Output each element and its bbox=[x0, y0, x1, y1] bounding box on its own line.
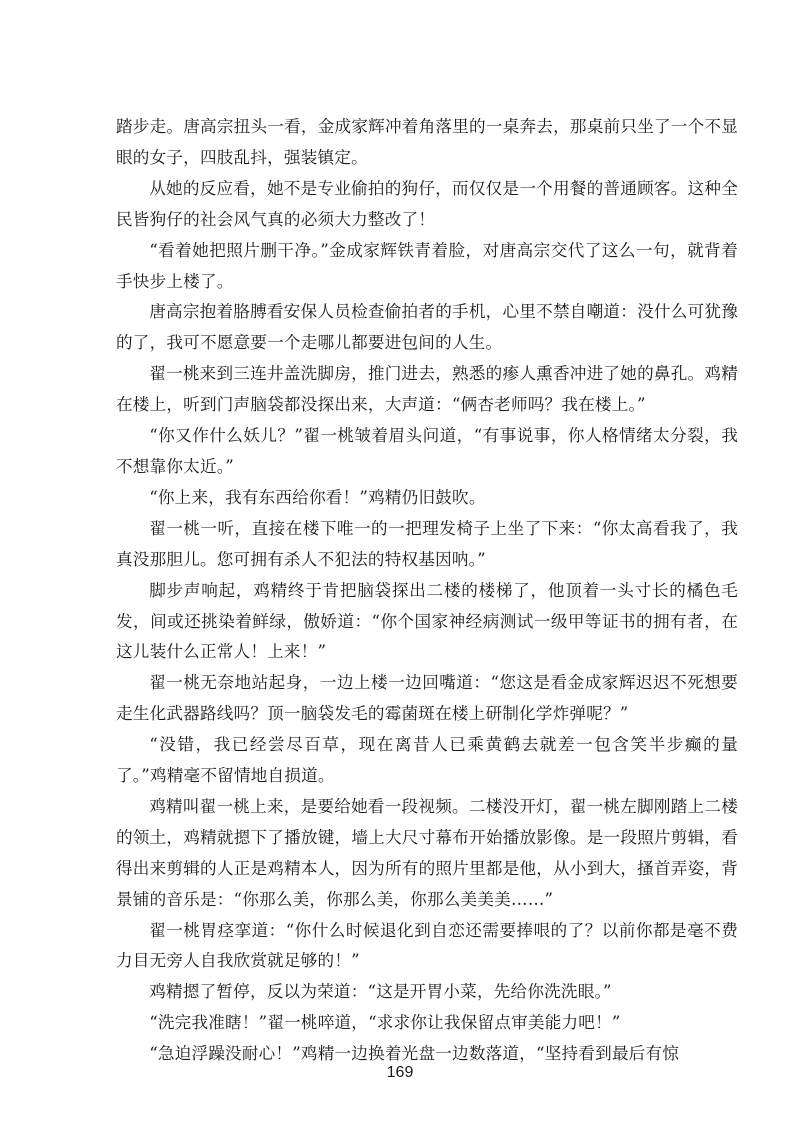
paragraph: “急迫浮躁没耐心！”鸡精一边换着光盘一边数落道，“坚持看到最后有惊 bbox=[149, 1044, 680, 1064]
paragraph: “洗完我准瞎！”翟一桃啐道，“求求你让我保留点审美能力吧！” bbox=[149, 1013, 621, 1033]
paragraph: “你又作什么妖儿？”翟一桃皱着眉头问道，“有事说事，你人格情绪太分裂，我不想靠你太近。” bbox=[116, 426, 738, 476]
paragraph: 鸡精摁了暂停，反以为荣道：“这是开胃小菜，先给你洗洗眼。” bbox=[149, 982, 612, 1002]
paragraph: “看着她把照片删干净。”金成家辉铁青着脸，对唐高宗交代了这么一句，就背着手快步上楼了。 bbox=[116, 240, 738, 291]
paragraph: “你上来，我有东西给你看！”鸡精仍旧鼓吹。 bbox=[149, 487, 486, 507]
paragraph: 翟一桃无奈地站起身，一边上楼一边回嘴道：“您这是看金成家辉迟迟不死想要走生化武器路线吗？顶一脑袋发毛的霉菌斑在楼上研制化学炸弹呢？” bbox=[116, 673, 738, 724]
paragraph: 从她的反应看，她不是专业偷拍的狗仔，而仅仅是一个用餐的普通顾客。这种全民皆狗仔的社会风气真的必须大力整改了！ bbox=[116, 178, 738, 229]
paragraph: “没错，我已经尝尽百草，现在离昔人已乘黄鹤去就差一包含笑半步癫的量了。”鸡精毫不留情地自损道。 bbox=[116, 735, 738, 786]
paragraph: 踏步走。唐高宗扭头一看，金成家辉冲着角落里的一桌奔去，那桌前只坐了一个不显眼的女子，四肢乱抖，强装镇定。 bbox=[116, 117, 738, 167]
paragraph: 唐高宗抱着胳膊看安保人员检查偷拍者的手机，心里不禁自嘲道：没什么可犹豫的了，我可不愿意要一个走哪儿都要进包间的人生。 bbox=[116, 302, 738, 353]
paragraph: 翟一桃一听，直接在楼下唯一的一把理发椅子上坐了下来：“你太高看我了，我真没那胆儿。您可拥有杀人不犯法的特权基因呐。” bbox=[116, 518, 738, 569]
paragraph: 翟一桃来到三连井盖洗脚房，推门进去，熟悉的瘆人熏香冲进了她的鼻孔。鸡精在楼上，听到门声脑袋都没探出来，大声道：“俩杏老师吗？我在楼上。” bbox=[116, 364, 738, 415]
paragraph: 脚步声响起，鸡精终于肯把脑袋探出二楼的楼梯了，他顶着一头寸长的橘色毛发，间或还挑染着鲜绿，傲娇道：“你个国家神经病测试一级甲等证书的拥有者，在这儿装什么正常人！上来！” bbox=[116, 580, 738, 662]
body-text bbox=[116, 112, 738, 1070]
page-number: 169 bbox=[386, 1064, 414, 1081]
paragraph: 翟一桃胃痉挛道：“你什么时候退化到自恋还需要捧哏的了？以前你都是毫不费力目无旁人自我欣赏就足够的！” bbox=[116, 920, 738, 971]
paragraph: 鸡精叫翟一桃上来，是要给她看一段视频。二楼没开灯，翟一桃左脚刚踏上二楼的领土，鸡精就摁下了播放键，墙上大尺寸幕布开始播放影像。是一段照片剪辑，看得出来剪辑的人正是鸡精本人，因为所有的照片里都是他，从小到大，搔首弄姿，背景铺的音乐是：“你那么美，你那么美，你那么美美美……” bbox=[116, 796, 738, 909]
